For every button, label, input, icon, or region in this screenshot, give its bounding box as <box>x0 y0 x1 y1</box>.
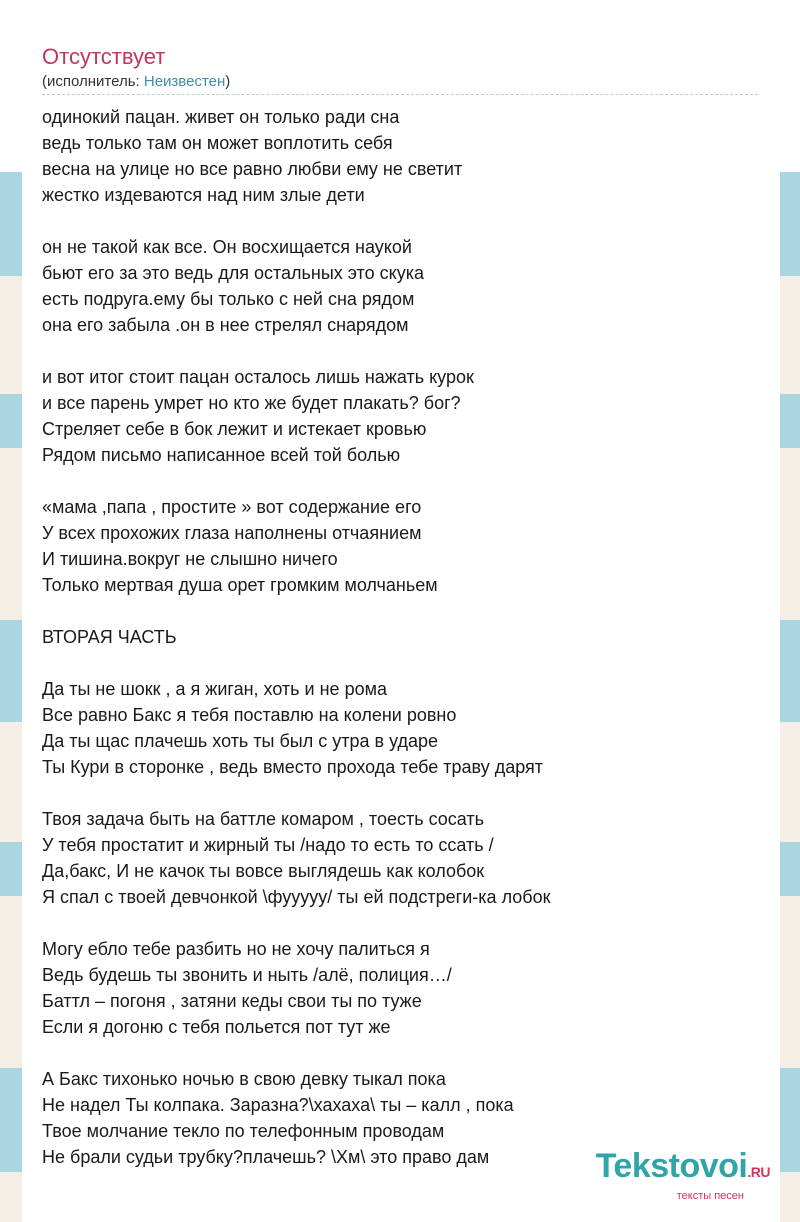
lyrics-line: ведь только там он может воплотить себя <box>42 133 393 153</box>
lyrics-line: У всех прохожих глаза наполнены отчаянием <box>42 523 422 543</box>
lyrics-line: Твоя задача быть на баттле комаром , тоесть сосать <box>42 809 485 829</box>
site-logo[interactable] <box>596 1148 770 1202</box>
lyrics-line: бьют его за это ведь для остальных это скука <box>42 263 424 283</box>
lyrics-line: одинокий пацан. живет он только ради сна <box>42 107 400 127</box>
logo-main-text: Tekstovoi <box>595 1147 748 1185</box>
lyrics-body <box>42 104 762 1196</box>
lyrics-line: и вот итог стоит пацан осталось лишь нажать курок <box>42 367 474 387</box>
artist-prefix: (исполнитель: <box>42 73 144 90</box>
lyrics-stanza <box>42 494 762 598</box>
lyrics-line: он не такой как все. Он восхищается наукой <box>42 237 412 257</box>
song-title: Отсутствует <box>42 44 166 69</box>
lyrics-line: Только мертвая душа орет громким молчаньем <box>42 575 438 595</box>
lyrics-line: Не брали судьи трубку?плачешь? \Хм\ это право дам <box>42 1147 490 1167</box>
logo-wordmark <box>596 1148 770 1190</box>
lyrics-line: А Бакс тихонько ночью в свою девку тыкал пока <box>42 1069 446 1089</box>
artist-link[interactable]: Неизвестен <box>143 73 226 90</box>
lyrics-line: Если я догоню с тебя польется пот тут же <box>42 1017 391 1037</box>
artist-suffix: ) <box>225 73 231 90</box>
lyrics-line: Ведь будешь ты звонить и ныть /алё, полиция…/ <box>42 965 452 985</box>
lyrics-line: Рядом письмо написанное всей той болью <box>42 445 401 465</box>
lyrics-line: жестко издеваются над ним злые дети <box>42 185 365 205</box>
song-header <box>42 42 758 95</box>
lyrics-line: Могу ебло тебе разбить но не хочу палиться я <box>42 939 430 959</box>
lyrics-stanza <box>42 364 762 468</box>
lyrics-line: «мама ,папа , простите » вот содержание его <box>42 497 422 517</box>
lyrics-line: весна на улице но все равно любви ему не светит <box>42 159 463 179</box>
lyrics-stanza <box>42 936 762 1040</box>
lyrics-line: Все равно Бакс я тебя поставлю на колени ровно <box>42 705 457 725</box>
lyrics-line: есть подруга.ему бы только с ней сна рядом <box>42 289 415 309</box>
lyrics-line: Не надел Ты колпака. Заразна?\хахаха\ ты – калл , пока <box>42 1095 514 1115</box>
lyrics-line: Да ты щас плачешь хоть ты был с утра в ударе <box>42 731 439 751</box>
lyrics-line: и все парень умрет но кто же будет плакать? бог? <box>42 393 461 413</box>
logo-tld: .RU <box>747 1164 770 1180</box>
lyrics-line: Да,бакс, И не качок ты вовсе выглядешь как колобок <box>42 861 485 881</box>
lyrics-line: Стреляет себе в бок лежит и истекает кровью <box>42 419 427 439</box>
lyrics-line: И тишина.вокруг не слышно ничего <box>42 549 338 569</box>
lyrics-stanza <box>42 104 762 208</box>
artist-line <box>42 72 758 92</box>
lyrics-line: ВТОРАЯ ЧАСТЬ <box>42 627 177 647</box>
lyrics-stanza <box>42 806 762 910</box>
lyrics-line: она его забыла .он в нее стрелял снарядом <box>42 315 409 335</box>
lyrics-line: Да ты не шокк , а я жиган, хоть и не рома <box>42 679 387 699</box>
lyrics-stanza <box>42 234 762 338</box>
lyrics-line: Баттл – погоня , затяни кеды свои ты по туже <box>42 991 422 1011</box>
lyrics-line: Твое молчание текло по телефонным проводам <box>42 1121 445 1141</box>
lyrics-stanza <box>42 676 762 780</box>
lyrics-stanza <box>42 624 762 650</box>
logo-subtitle: тексты песен <box>676 1190 744 1202</box>
lyrics-line: Ты Кури в сторонке , ведь вместо прохода тебе траву дарят <box>42 757 544 777</box>
page-sheet <box>22 24 780 1222</box>
lyrics-line: У тебя простатит и жирный ты /надо то есть то ссать / <box>42 835 494 855</box>
lyrics-line: Я спал с твоей девчонкой \фууууу/ ты ей подстреги-ка лобок <box>42 887 551 907</box>
